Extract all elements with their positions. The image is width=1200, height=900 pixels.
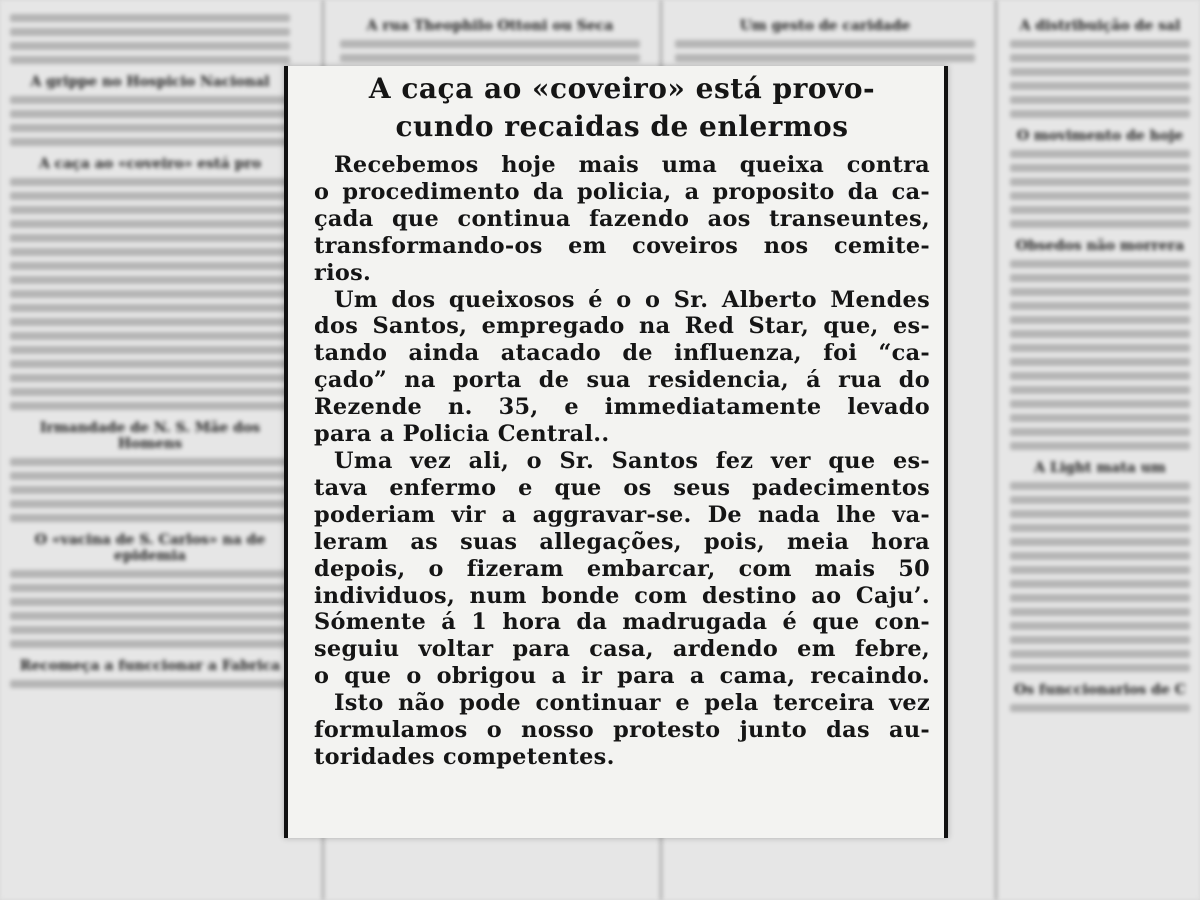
text-line: çado” na porta de sua residencia, á rua do <box>314 367 930 394</box>
background-headline: Recomeça a funccionar a Fabrica <box>19 658 281 674</box>
article-paragraph <box>314 448 930 690</box>
text-line: tando ainda atacado de influenza, foi “ca- <box>314 340 930 367</box>
article-clipping <box>284 66 948 838</box>
background-headline: A grippe no Hospicio Nacional <box>30 74 270 90</box>
headline-line: A caça ao «coveiro» está provo- <box>368 72 876 105</box>
text-line: rios. <box>314 259 372 286</box>
background-headline: A Light mata um <box>1034 460 1166 476</box>
article-paragraph <box>314 287 930 448</box>
background-headline: Irmandade de N. S. Mãe dos Homens <box>39 420 261 452</box>
headline-line: cundo recaidas de enlermos <box>395 110 849 143</box>
text-line: Sómente á 1 hora da madrugada é que con- <box>314 609 930 636</box>
text-line: o procedimento da policia, a proposito da ca- <box>314 178 930 205</box>
background-column-4 <box>1000 0 1200 900</box>
text-line: tava enfermo e que os seus padecimentos <box>314 474 930 501</box>
text-line: formulamos o nosso protesto junto das au- <box>314 717 930 744</box>
article-body <box>314 152 930 771</box>
background-headline: Obsedos não morrera <box>1015 238 1185 254</box>
text-line: depois, o fizeram embarcar, com mais 50 <box>314 555 930 582</box>
article-headline <box>314 70 930 146</box>
text-line: Rezende n. 35, e immediatamente levado <box>314 394 930 421</box>
text-line: para a Policia Central.. <box>314 421 610 448</box>
background-headline: Os funccionarios de C <box>1014 682 1186 698</box>
article-paragraph <box>314 152 930 287</box>
text-line: Um dos queixosos é o o Sr. Alberto Mendes <box>334 286 930 313</box>
text-line: toridades competentes. <box>314 743 615 770</box>
background-headline: A rua Theophilo Ottoni ou Seca <box>366 18 614 34</box>
text-line: transformando-os em coveiros nos cemite- <box>314 232 930 259</box>
text-line: poderiam vir a aggravar-se. De nada lhe va- <box>314 501 930 528</box>
article-paragraph <box>314 690 930 771</box>
text-line: çada que continua fazendo aos transeuntes, <box>314 205 930 232</box>
background-headline: A distribuição de sal <box>1019 18 1181 34</box>
text-line: Isto não pode continuar e pela terceira vez <box>334 690 930 717</box>
background-headline: O «vacina de S. Carlos» na de epidemia <box>34 532 266 564</box>
background-headline: O movimento de hoje <box>1016 128 1184 144</box>
background-headline: A caça ao «coveiro» está pro <box>38 156 262 172</box>
text-line: individuos, num bonde com destino ao Caju’. <box>314 582 930 609</box>
column-rule <box>995 0 997 900</box>
background-column-1 <box>0 0 300 900</box>
text-line: Uma vez ali, o Sr. Santos fez ver que es- <box>334 447 930 474</box>
text-line: leram as suas allegações, pois, meia hora <box>314 528 930 555</box>
text-line: o que o obrigou a ir para a cama, recaindo. <box>314 663 930 690</box>
text-line: dos Santos, empregado na Red Star, que, es- <box>314 313 930 340</box>
background-headline: Um gesto de caridade <box>739 18 911 34</box>
text-line: seguiu voltar para casa, ardendo em febre, <box>314 636 930 663</box>
text-line: Recebemos hoje mais uma queixa contra <box>334 152 930 178</box>
